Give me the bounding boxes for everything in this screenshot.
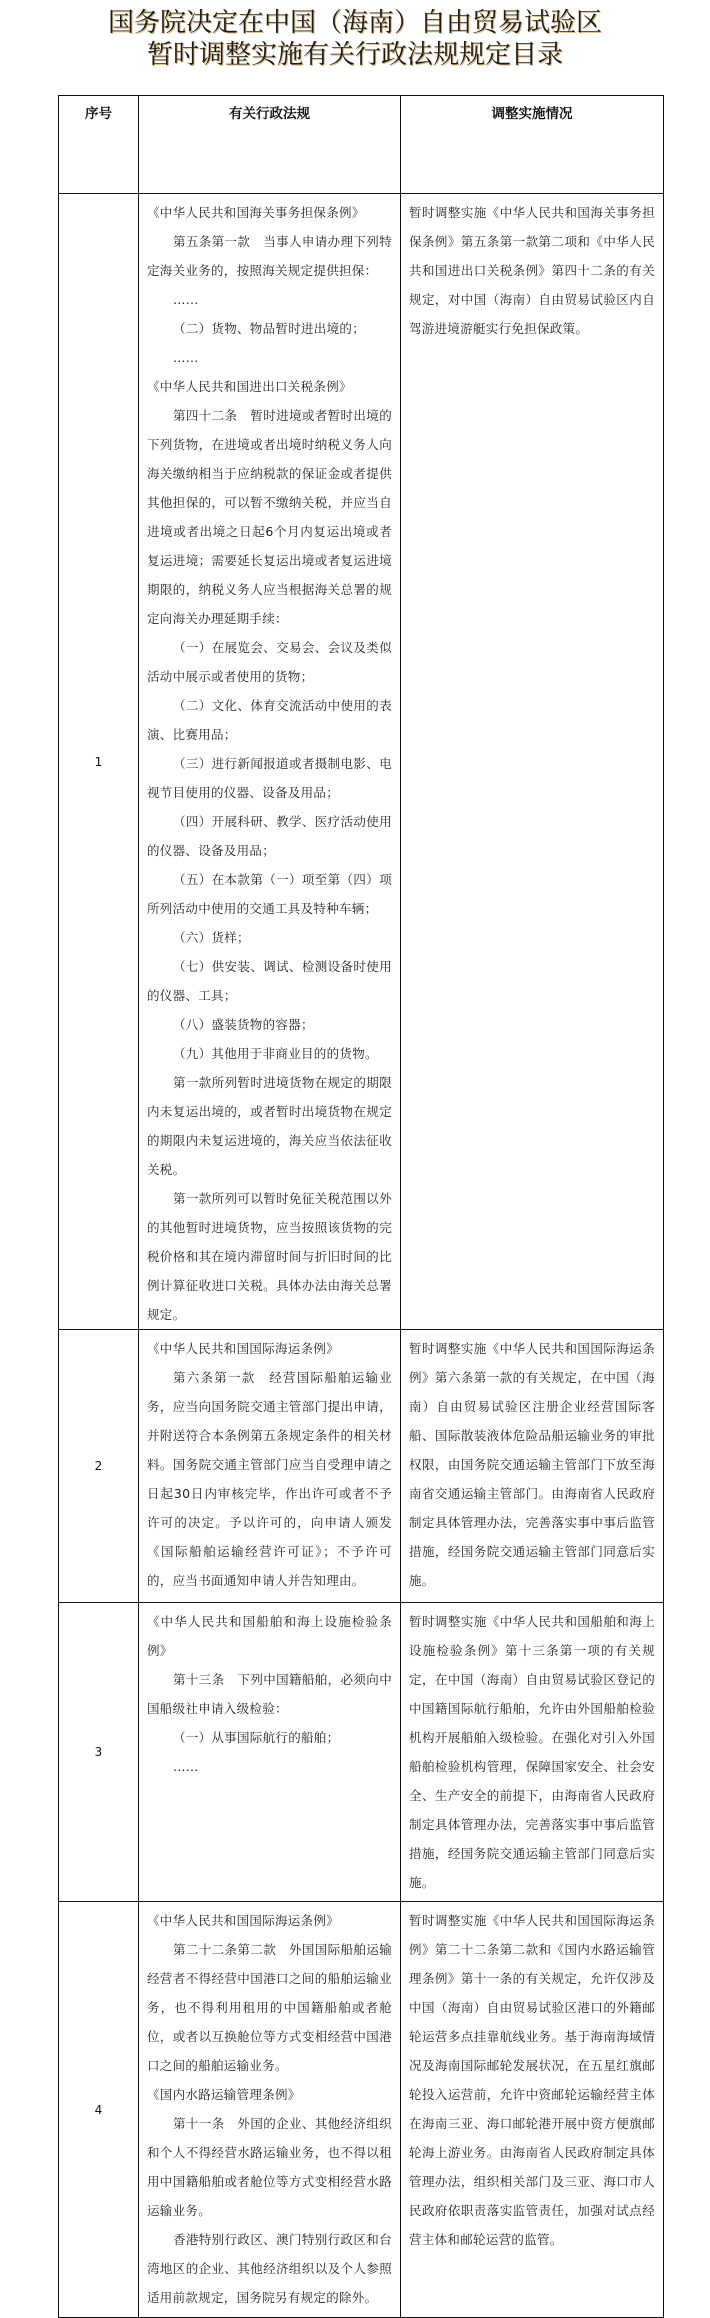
row-number: 2 bbox=[59, 1330, 139, 1603]
adjustment-cell bbox=[401, 194, 664, 1330]
header-regulations: 有关行政法规 bbox=[139, 96, 401, 194]
regulation-clause: （六）货样； bbox=[173, 930, 250, 945]
regulation-clause: …… bbox=[173, 350, 199, 365]
regulations-cell bbox=[139, 1330, 401, 1603]
regulations-cell bbox=[139, 194, 401, 1330]
adjustment-cell bbox=[401, 1902, 664, 2318]
table-row bbox=[59, 1902, 664, 2318]
regulation-clause: 第一款所列可以暂时免征关税范围以外的其他暂时进境货物，应当按照该货物的完税价格和其在境内滞留时间与折旧时间的比例计算征收进口关税。具体办法由海关总署规定。 bbox=[147, 1191, 392, 1322]
regulation-clause: （一）从事国际航行的船舶； bbox=[173, 1730, 340, 1745]
adjustment-text: 暂时调整实施《中华人民共和国海关事务担保条例》第五条第一款第二项和《中华人民共和国进出口关税条例》第四十二条的有关规定，对中国（海南）自由贸易试验区内自驾游进境游艇实行免担保政策。 bbox=[409, 205, 655, 336]
regulation-clause: （一）在展览会、交易会、会议及类似活动中展示或者使用的货物； bbox=[147, 640, 392, 684]
header-adjustment: 调整实施情况 bbox=[401, 96, 664, 194]
regulation-title: 《中华人民共和国海关事务担保条例》 bbox=[147, 205, 365, 220]
regulation-clause: （二）货物、物品暂时进出境的； bbox=[173, 321, 366, 336]
regulation-clause: （七）供安装、调试、检测设备时使用的仪器、工具； bbox=[147, 959, 392, 1003]
regulations-cell bbox=[139, 1902, 401, 2318]
document-title-line2: 暂时调整实施有关行政法规规定目录 bbox=[146, 40, 563, 70]
adjustment-text: 暂时调整实施《中华人民共和国国际海运条例》第二十二条第二款和《国内水路运输管理条例》第十一条的有关规定，允许仅涉及中国（海南）自由贸易试验区港口的外籍邮轮运营多点挂靠航线业务。基于海南海域情况及海南国际邮轮发展状况，在五星红旗邮轮投入运营前，允许中资邮轮运输经营主体在海南三亚、海口邮轮港开展中资方便旗邮轮海上游业务。由海南省人民政府制定具体管理办法，组织相关部门及三亚、海口市人民政府依职责落实监管责任，加强对试点经营主体和邮轮运营的监管。 bbox=[409, 1913, 655, 2247]
regulation-clause: （九）其他用于非商业目的的货物。 bbox=[173, 1046, 378, 1061]
adjustment-cell bbox=[401, 1330, 664, 1603]
regulations-table bbox=[58, 95, 664, 2318]
table-row bbox=[59, 1603, 664, 1902]
regulation-clause: 第六条第一款 经营国际船舶运输业务，应当向国务院交通主管部门提出申请，并附送符合本条例第五条规定条件的相关材料。国务院交通主管部门应当自受理申请之日起30日内审核完毕，作出许可或者不予许可的决定。予以许可的，向申请人颁发《国际船舶运输经营许可证》；不予许可的，应当书面通知申请人并告知理由。 bbox=[147, 1370, 392, 1588]
table-row bbox=[59, 194, 664, 1330]
regulation-clause: （二）文化、体育交流活动中使用的表演、比赛用品； bbox=[147, 698, 392, 742]
adjustment-cell bbox=[401, 1603, 664, 1902]
header-number: 序号 bbox=[59, 96, 139, 194]
regulation-clause: 第四十二条 暂时进境或者暂时出境的下列货物，在进境或者出境时纳税义务人向海关缴纳相当于应纳税款的保证金或者提供其他担保的，可以暂不缴纳关税，并应当自进境或者出境之日起6个月内复运出境或者复运进境；需要延长复运出境或者复运进境期限的，纳税义务人应当根据海关总署的规定向海关办理延期手续： bbox=[147, 408, 392, 626]
document-title-line1: 国务院决定在中国（海南）自由贸易试验区 bbox=[107, 8, 602, 38]
table-header-row bbox=[59, 96, 664, 194]
row-number: 4 bbox=[59, 1902, 139, 2318]
adjustment-text: 暂时调整实施《中华人民共和国国际海运条例》第六条第一款的有关规定，在中国（海南）自由贸易试验区注册企业经营国际客船、国际散装液体危险品船运输业务的审批权限，由国务院交通运输主管部门下放至海南省交通运输主管部门。由海南省人民政府制定具体管理办法，完善落实事中事后监管措施，经国务院交通运输主管部门同意后实施。 bbox=[409, 1341, 655, 1588]
regulations-cell bbox=[139, 1603, 401, 1902]
regulation-clause: （八）盛装货物的容器； bbox=[173, 1017, 314, 1032]
regulation-title: 《中华人民共和国国际海运条例》 bbox=[147, 1341, 340, 1356]
regulation-title: 《中华人民共和国进出口关税条例》 bbox=[147, 379, 352, 394]
regulation-title: 《中华人民共和国船舶和海上设施检验条例》 bbox=[147, 1614, 392, 1658]
regulation-clause: （三）进行新闻报道或者摄制电影、电视节目使用的仪器、设备及用品； bbox=[147, 756, 392, 800]
regulation-clause: 香港特别行政区、澳门特别行政区和台湾地区的企业、其他经济组织以及个人参照适用前款规定，国务院另有规定的除外。 bbox=[147, 2232, 392, 2305]
row-number: 3 bbox=[59, 1603, 139, 1902]
regulation-clause: 第十一条 外国的企业、其他经济组织和个人不得经营水路运输业务，也不得以租用中国籍船舶或者舱位等方式变相经营水路运输业务。 bbox=[147, 2116, 392, 2218]
row-number: 1 bbox=[59, 194, 139, 1330]
regulation-clause: …… bbox=[173, 292, 199, 307]
regulation-clause: 第五条第一款 当事人申请办理下列特定海关业务的，按照海关规定提供担保： bbox=[147, 234, 392, 278]
regulation-clause: 第十三条 下列中国籍船舶，必须向中国船级社申请入级检验： bbox=[147, 1672, 392, 1716]
regulation-clause: 第二十二条第二款 外国国际船舶运输经营者不得经营中国港口之间的船舶运输业务，也不得利用租用的中国籍船舶或者舱位，或者以互换舱位等方式变相经营中国港口之间的船舶运输业务。 bbox=[147, 1942, 392, 2073]
adjustment-text: 暂时调整实施《中华人民共和国船舶和海上设施检验条例》第十三条第一项的有关规定，在中国（海南）自由贸易试验区登记的中国籍国际航行船舶，允许由外国船舶检验机构开展船舶入级检验。在强化对引入外国船舶检验机构管理，保障国家安全、社会安全、生产安全的前提下，由海南省人民政府制定具体管理办法，完善落实事中事后监管措施，经国务院交通运输主管部门同意后实施。 bbox=[409, 1614, 655, 1890]
regulation-title: 《国内水路运输管理条例》 bbox=[147, 2087, 301, 2102]
regulation-clause: （五）在本款第（一）项至第（四）项所列活动中使用的交通工具及特种车辆； bbox=[147, 872, 392, 916]
regulation-clause: 第一款所列暂时进境货物在规定的期限内未复运出境的，或者暂时出境货物在规定的期限内未复运进境的，海关应当依法征收关税。 bbox=[147, 1075, 392, 1177]
table-row bbox=[59, 1330, 664, 1603]
regulation-title: 《中华人民共和国国际海运条例》 bbox=[147, 1913, 340, 1928]
regulation-clause: （四）开展科研、教学、医疗活动使用的仪器、设备及用品； bbox=[147, 814, 392, 858]
regulation-clause: …… bbox=[173, 1759, 199, 1774]
